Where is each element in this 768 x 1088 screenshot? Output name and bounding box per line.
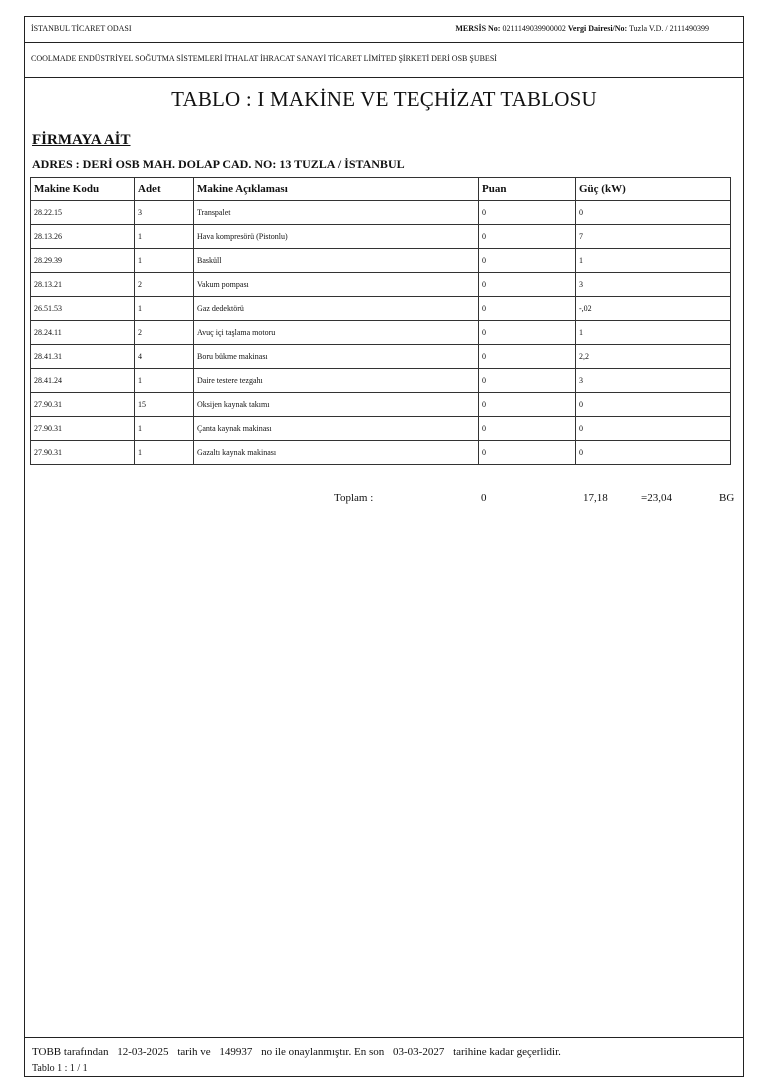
registry-info	[455, 24, 709, 33]
cell-power: 0	[576, 417, 731, 441]
tax-label: Vergi Dairesi/No:	[567, 24, 628, 33]
col-header-desc: Makine Açıklaması	[194, 178, 479, 201]
cell-points: 0	[479, 321, 576, 345]
cell-points: 0	[479, 441, 576, 465]
cell-code: 27.90.31	[31, 441, 135, 465]
cell-code: 28.41.24	[31, 369, 135, 393]
cell-points: 0	[479, 393, 576, 417]
cell-code: 28.13.21	[31, 273, 135, 297]
total-power: 17,18	[583, 492, 608, 504]
header-top-line	[31, 24, 737, 38]
cell-power: 0	[576, 393, 731, 417]
table-header-row	[31, 178, 731, 201]
cell-desc: Gazaltı kaynak makinası	[194, 441, 479, 465]
date-text: tarih ve	[177, 1046, 211, 1058]
cell-desc: Avuç içi taşlama motoru	[194, 321, 479, 345]
cell-power: 0	[576, 201, 731, 225]
cell-points: 0	[479, 417, 576, 441]
cell-qty: 1	[135, 369, 194, 393]
cell-power: 3	[576, 369, 731, 393]
cell-desc: Gaz dedektörü	[194, 297, 479, 321]
cell-points: 0	[479, 369, 576, 393]
valid-until-date: 03-03-2027	[393, 1046, 445, 1058]
table-row	[31, 369, 731, 393]
table-row	[31, 225, 731, 249]
header-divider-1	[25, 42, 743, 43]
cell-desc: Hava kompresörü (Pistonlu)	[194, 225, 479, 249]
cell-points: 0	[479, 201, 576, 225]
cell-desc: Vakum pompası	[194, 273, 479, 297]
valid-text: tarihine kadar geçerlidir.	[453, 1046, 561, 1058]
cell-desc: Daire testere tezgahı	[194, 369, 479, 393]
cell-qty: 1	[135, 417, 194, 441]
cell-desc: Boru bükme makinası	[194, 345, 479, 369]
cell-points: 0	[479, 249, 576, 273]
cell-power: -,02	[576, 297, 731, 321]
chamber-name: İSTANBUL TİCARET ODASI	[31, 24, 132, 33]
cell-points: 0	[479, 297, 576, 321]
table-row	[31, 345, 731, 369]
total-unit: BG	[719, 492, 735, 504]
footer-divider	[25, 1037, 743, 1038]
table-row	[31, 417, 731, 441]
cell-code: 28.29.39	[31, 249, 135, 273]
cell-code: 28.24.11	[31, 321, 135, 345]
cell-desc: Çanta kaynak makinası	[194, 417, 479, 441]
cell-code: 28.41.31	[31, 345, 135, 369]
approval-date: 12-03-2025	[117, 1046, 169, 1058]
total-equivalent: =23,04	[641, 492, 672, 504]
cell-points: 0	[479, 345, 576, 369]
cell-power: 3	[576, 273, 731, 297]
approval-number: 149937	[219, 1046, 253, 1058]
table-row	[31, 249, 731, 273]
cell-desc: Transpalet	[194, 201, 479, 225]
table-row	[31, 321, 731, 345]
page-indicator: Tablo 1 : 1 / 1	[32, 1063, 88, 1074]
cell-qty: 1	[135, 441, 194, 465]
page-title: TABLO : I MAKİNE VE TEÇHİZAT TABLOSU	[171, 87, 597, 111]
cell-power: 2,2	[576, 345, 731, 369]
table-body	[31, 201, 731, 465]
cell-power: 1	[576, 321, 731, 345]
document-frame	[24, 16, 744, 1077]
cell-code: 28.22.15	[31, 201, 135, 225]
cell-power: 0	[576, 441, 731, 465]
machine-table	[30, 177, 731, 465]
table-row	[31, 201, 731, 225]
table-row	[31, 393, 731, 417]
table-row	[31, 441, 731, 465]
cell-qty: 2	[135, 273, 194, 297]
cell-power: 1	[576, 249, 731, 273]
total-points: 0	[481, 492, 487, 504]
cell-qty: 1	[135, 297, 194, 321]
table-row	[31, 297, 731, 321]
cell-points: 0	[479, 273, 576, 297]
cell-code: 27.90.31	[31, 393, 135, 417]
cell-qty: 1	[135, 225, 194, 249]
cell-qty: 3	[135, 201, 194, 225]
cell-code: 28.13.26	[31, 225, 135, 249]
cell-qty: 15	[135, 393, 194, 417]
mersis-value: 0211149039900002	[502, 24, 566, 33]
cell-qty: 2	[135, 321, 194, 345]
table-row	[31, 273, 731, 297]
total-label: Toplam :	[334, 492, 374, 504]
col-header-power: Güç (kW)	[576, 178, 731, 201]
col-header-points: Puan	[479, 178, 576, 201]
cell-code: 27.90.31	[31, 417, 135, 441]
cell-qty: 1	[135, 249, 194, 273]
cell-qty: 4	[135, 345, 194, 369]
cell-power: 7	[576, 225, 731, 249]
cell-desc: Basküll	[194, 249, 479, 273]
approval-line	[32, 1046, 567, 1058]
section-heading: FİRMAYA AİT	[32, 132, 131, 148]
cell-code: 26.51.53	[31, 297, 135, 321]
approved-by: TOBB tarafından	[32, 1046, 109, 1058]
cell-points: 0	[479, 225, 576, 249]
col-header-code: Makine Kodu	[31, 178, 135, 201]
header-divider-2	[25, 77, 743, 78]
address-line: ADRES : DERİ OSB MAH. DOLAP CAD. NO: 13 TUZLA / İSTANBUL	[32, 157, 405, 171]
mersis-label: MERSİS No:	[455, 24, 501, 33]
company-name: COOLMADE ENDÜSTRİYEL SOĞUTMA SİSTEMLERİ İTHALAT İHRACAT SANAYİ TİCARET LİMİTED ŞİRKETİ DERİ OSB ŞUBESİ	[31, 54, 497, 63]
cell-desc: Oksijen kaynak takımı	[194, 393, 479, 417]
col-header-qty: Adet	[135, 178, 194, 201]
approved-text: no ile onaylanmıştır. En son	[261, 1046, 385, 1058]
tax-value: Tuzla V.D. / 2111490399	[629, 24, 709, 33]
